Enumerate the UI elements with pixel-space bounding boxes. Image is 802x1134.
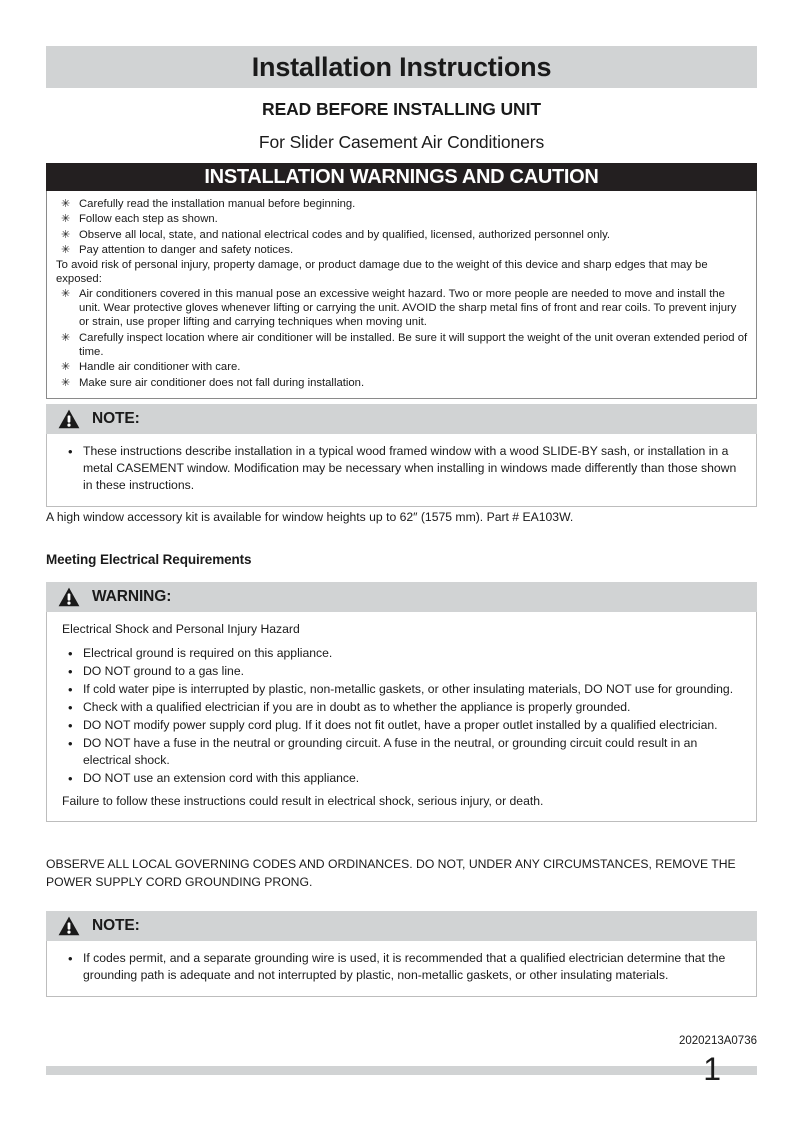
page-title-banner [46, 46, 757, 88]
note-box-list [61, 950, 742, 984]
warning-box-label: WARNING: [92, 588, 172, 605]
note-box-header [46, 404, 757, 434]
list-item: ✳ Handle air conditioner with care. [55, 360, 748, 374]
list-item: ✳ Follow each step as shown. [55, 212, 748, 226]
warning-triangle-icon [58, 587, 80, 607]
list-item: • Electrical ground is required on this appliance. [61, 645, 742, 662]
warning-box-list [61, 645, 742, 787]
note-box-label: NOTE: [92, 410, 140, 427]
note-box-body [46, 434, 757, 507]
page-title: Installation Instructions [251, 52, 552, 82]
page-number: 1 [703, 1051, 721, 1087]
subtitle-read-before-installing: READ BEFORE INSTALLING UNIT [262, 99, 541, 119]
note-box-body [46, 941, 757, 997]
list-item: • Check with a qualified electrician if you are in doubt as to whether the appliance is properly grounded. [61, 699, 742, 716]
footer-divider-bar [46, 1066, 757, 1075]
list-item: • DO NOT use an extension cord with this appliance. [61, 770, 742, 787]
list-item: ✳ Carefully inspect location where air conditioner will be installed. Be sure it will support the weight of the unit overan extended period of time. [55, 331, 748, 360]
installation-warnings-box [46, 163, 757, 399]
observe-codes-paragraph: OBSERVE ALL LOCAL GOVERNING CODES AND ORDINANCES. DO NOT, UNDER ANY CIRCUMSTANCES, REMOVE THE POWER SUPPLY CORD GROUNDING PRONG. [46, 857, 736, 889]
accessory-kit-paragraph: A high window accessory kit is available for window heights up to 62″ (1575 mm). Part # EA103W. [46, 510, 574, 524]
list-item: • DO NOT have a fuse in the neutral or grounding circuit. A fuse in the neutral, or grounding circuit could result in an electrical shock. [61, 735, 742, 769]
note-box-installation [46, 404, 757, 507]
installation-warnings-header [46, 163, 757, 191]
list-item: • If codes permit, and a separate grounding wire is used, it is recommended that a qualified electrician determine that the grounding path is adequate and not interrupted by plastic, non-metallic gaskets, or other insulating materials. [61, 950, 742, 984]
list-item: ✳ Make sure air conditioner does not fall during installation. [55, 376, 748, 390]
installation-warnings-body [46, 191, 757, 399]
list-item: ✳ Carefully read the installation manual before beginning. [55, 197, 748, 211]
list-item: ✳ Pay attention to danger and safety notices. [55, 243, 748, 257]
warning-box-header [46, 582, 757, 612]
note-box-header [46, 911, 757, 941]
note-box-grounding [46, 911, 757, 997]
list-item: • These instructions describe installation in a typical wood framed window with a wood SLIDE-BY sash, or installation in a metal CASEMENT window. Modification may be necessary when installing in windows made differently than those shown in these instructions. [61, 443, 742, 494]
list-item: • DO NOT ground to a gas line. [61, 663, 742, 680]
list-item: • If cold water pipe is interrupted by plastic, non-metallic gaskets, or other insulating materials, DO NOT use for grounding. [61, 681, 742, 698]
installation-warnings-bottom-list [55, 287, 748, 390]
list-item: • DO NOT modify power supply cord plug. If it does not fit outlet, have a proper outlet installed by a qualified electrician. [61, 717, 742, 734]
list-item: ✳ Air conditioners covered in this manual pose an excessive weight hazard. Two or more people are needed to move and install the unit. Wear protective gloves whenever lifting or carrying the unit. AVOID the sharp metal fins of front and rear coils. To prevent injury or strain, use proper lifting and carrying techniques when moving unit. [55, 287, 748, 330]
warning-box-tail: Failure to follow these instructions could result in electrical shock, serious injury, or death. [62, 794, 544, 808]
note-box-label: NOTE: [92, 917, 140, 934]
warning-box-body [46, 612, 757, 822]
section-heading-electrical: Meeting Electrical Requirements [46, 552, 252, 567]
warning-triangle-icon [58, 916, 80, 936]
warning-box-electrical [46, 582, 757, 822]
document-code: 2020213A0736 [678, 1035, 757, 1047]
warning-triangle-icon [58, 409, 80, 429]
installation-warnings-title: INSTALLATION WARNINGS AND CAUTION [204, 166, 599, 188]
installation-warnings-intro: To avoid risk of personal injury, property damage, or product damage due to the weight of this device and sharp edges that may be exposed: [56, 259, 708, 286]
note-box-list [61, 443, 742, 494]
warning-box-lead: Electrical Shock and Personal Injury Hazard [62, 622, 300, 636]
list-item: ✳ Observe all local, state, and national electrical codes and by qualified, licensed, authorized personnel only. [55, 228, 748, 242]
installation-warnings-top-list [55, 197, 748, 257]
subtitle-product-type: For Slider Casement Air Conditioners [258, 132, 545, 152]
